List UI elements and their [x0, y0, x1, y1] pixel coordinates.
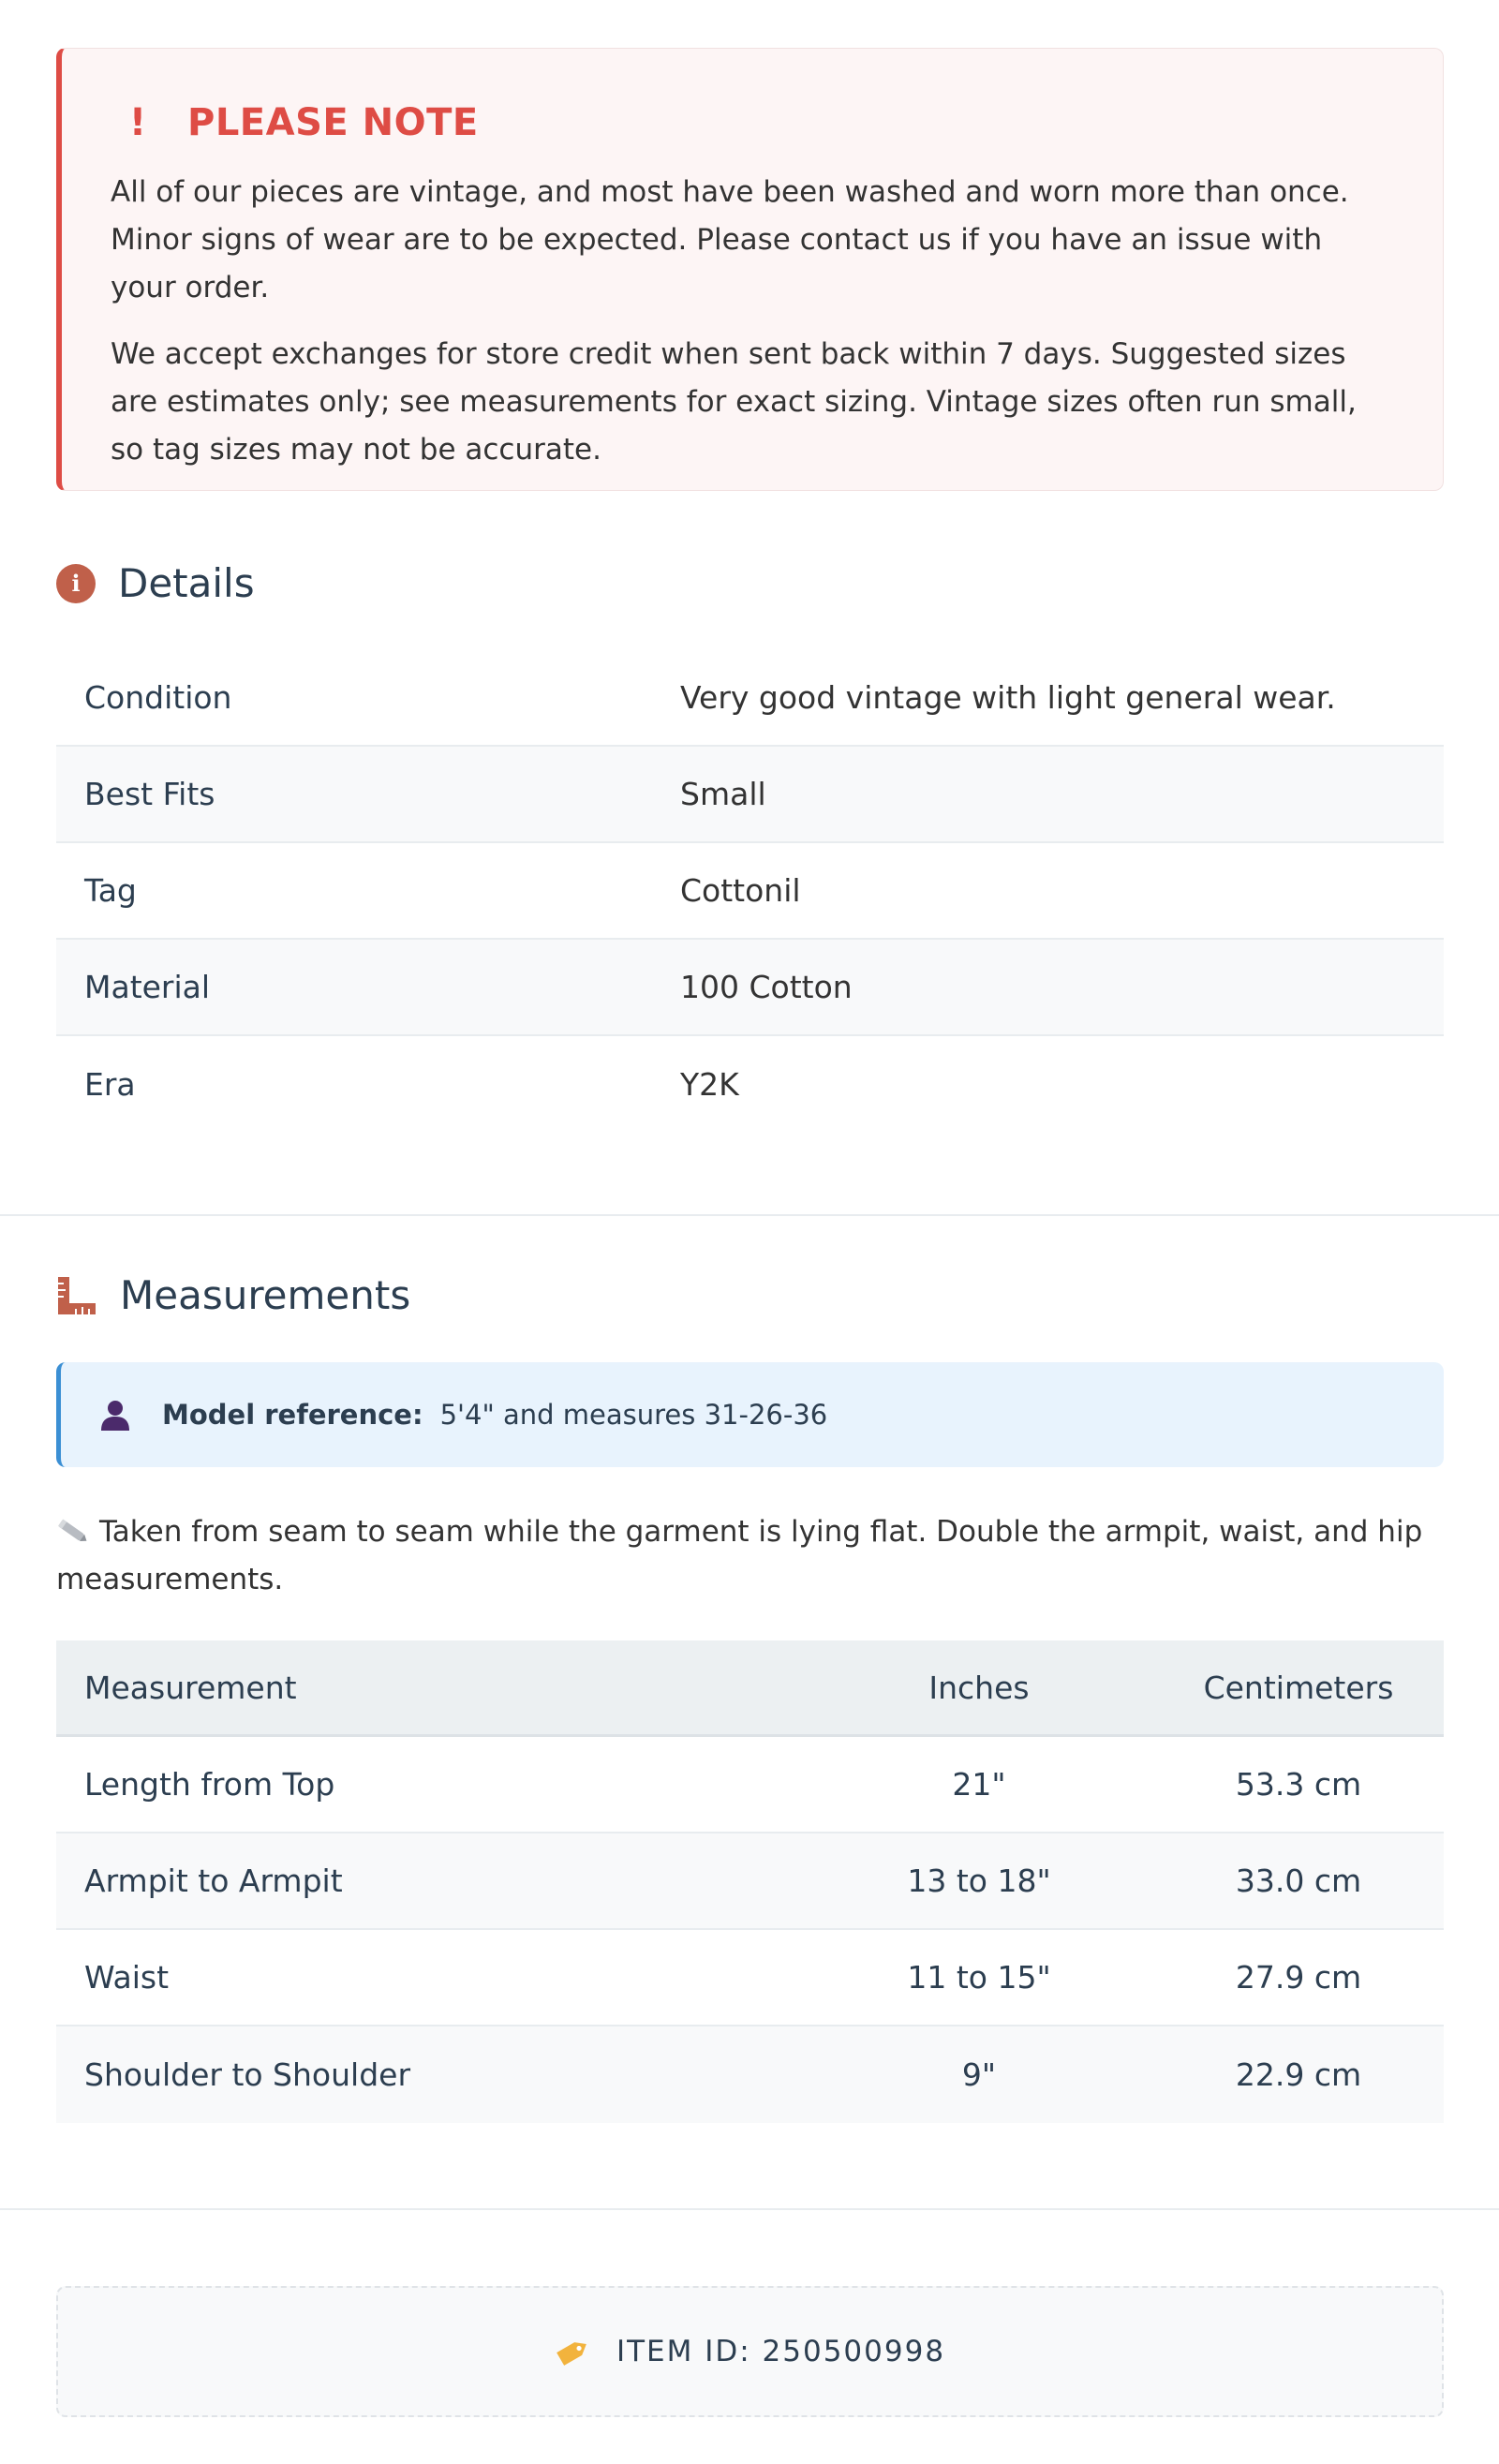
measurements-table-header — [56, 1640, 1444, 1737]
measurement-cm: 53.3 cm — [1235, 1766, 1362, 1803]
details-label: Material — [84, 969, 211, 1005]
column-header-measurement: Measurement — [84, 1669, 297, 1706]
details-title: Details — [118, 560, 255, 606]
measurements-title: Measurements — [120, 1272, 411, 1318]
table-row — [56, 1833, 1444, 1930]
notice-paragraph-2: We accept exchanges for store credit when sent back within 7 days. Suggested sizes are estimates only; see measurements for exact sizing. Vintage sizes often run small, so tag sizes may not be accurate. — [111, 337, 1357, 467]
measurement-name: Length from Top — [84, 1766, 335, 1803]
section-divider — [0, 2208, 1499, 2210]
pencil-icon — [56, 1517, 90, 1545]
details-value: Cottonil — [680, 872, 801, 909]
measurement-note-text: Taken from seam to seam while the garment is lying flat. Double the armpit, waist, and hip measurements. — [56, 1515, 1423, 1596]
please-note-box — [56, 48, 1444, 491]
measurement-inches: 9" — [961, 2056, 997, 2093]
table-row — [56, 2026, 1444, 2123]
measurement-note — [56, 1508, 1444, 1604]
details-label: Tag — [84, 872, 137, 909]
column-header-centimeters: Centimeters — [1203, 1669, 1394, 1706]
details-row-condition — [56, 650, 1444, 747]
measurement-inches: 11 to 15" — [907, 1959, 1051, 1996]
item-id-box — [56, 2286, 1444, 2417]
model-reference-value: 5'4" and measures 31-26-36 — [439, 1399, 828, 1431]
notice-paragraph-1: All of our pieces are vintage, and most have been washed and worn more than once. Minor signs of wear are to be expected. Please contact us if you have an issue with your order. — [111, 175, 1349, 304]
table-row — [56, 1737, 1444, 1833]
person-icon — [98, 1398, 132, 1432]
exclamation-icon: ! — [128, 101, 147, 144]
measurements-table — [56, 1640, 1444, 2123]
tag-icon — [555, 2335, 592, 2368]
details-row-era — [56, 1036, 1444, 1133]
measurement-cm: 33.0 cm — [1235, 1863, 1362, 1899]
details-table — [56, 650, 1444, 1133]
measurements-header — [56, 1272, 410, 1318]
measurement-name: Shoulder to Shoulder — [84, 2056, 411, 2093]
measurement-cm: 27.9 cm — [1235, 1959, 1362, 1996]
section-divider — [0, 1214, 1499, 1216]
item-id-label: ITEM ID: 250500998 — [616, 2335, 946, 2368]
details-label: Era — [84, 1066, 136, 1103]
notice-title: PLEASE NOTE — [187, 101, 479, 144]
details-value: Very good vintage with light general wear. — [680, 679, 1336, 716]
details-value: Y2K — [680, 1066, 739, 1103]
details-header — [56, 560, 255, 606]
details-label: Condition — [84, 679, 232, 716]
measurement-cm: 22.9 cm — [1235, 2056, 1362, 2093]
details-row-material — [56, 940, 1444, 1036]
details-row-tag — [56, 843, 1444, 940]
info-icon: i — [56, 564, 96, 603]
details-value: 100 Cotton — [680, 969, 853, 1005]
measurement-inches: 21" — [952, 1766, 1006, 1803]
column-header-inches: Inches — [928, 1669, 1030, 1706]
model-reference-box — [56, 1362, 1444, 1467]
ruler-icon — [56, 1275, 97, 1316]
measurement-inches: 13 to 18" — [907, 1863, 1051, 1899]
details-value: Small — [680, 776, 766, 812]
model-reference-label: Model reference: — [162, 1399, 423, 1431]
table-row — [56, 1930, 1444, 2026]
details-label: Best Fits — [84, 776, 215, 812]
measurement-name: Waist — [84, 1959, 170, 1996]
measurement-name: Armpit to Armpit — [84, 1863, 343, 1899]
details-row-best-fits — [56, 747, 1444, 843]
notice-header — [111, 103, 1396, 142]
